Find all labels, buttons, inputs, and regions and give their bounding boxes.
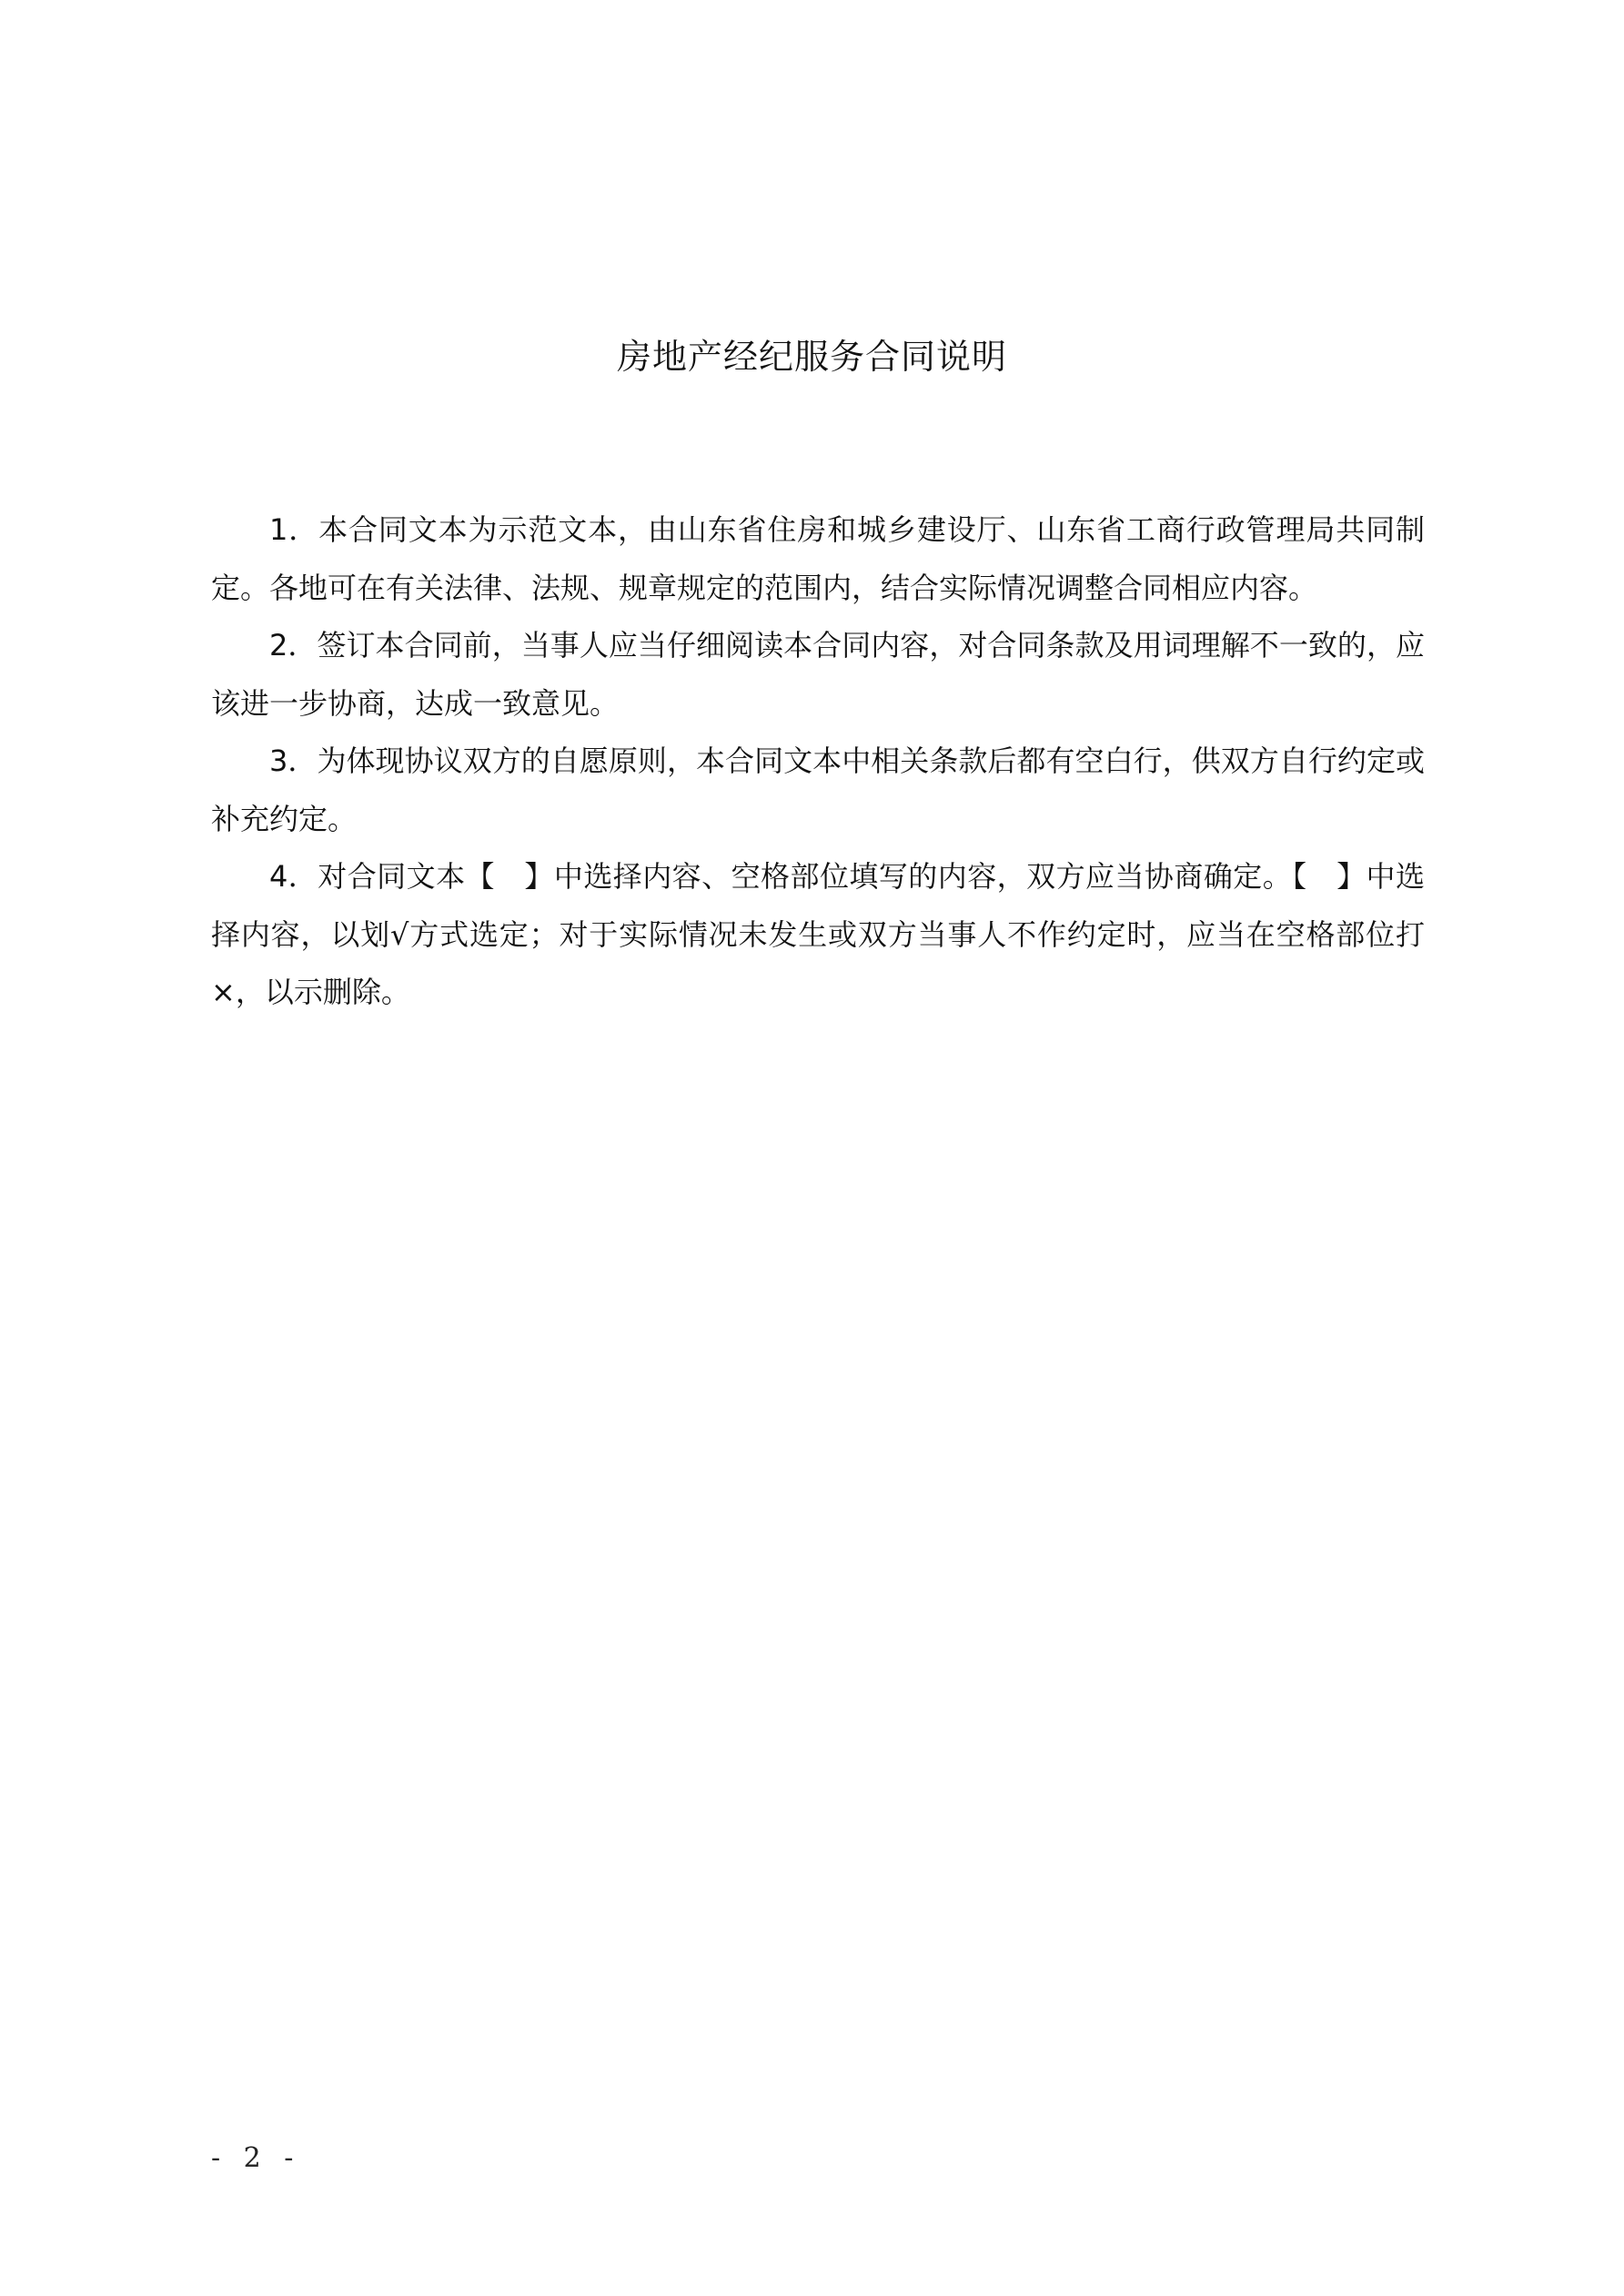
- page-title: 房地产经纪服务合同说明: [616, 337, 1007, 377]
- paragraph-1: 1．本合同文本为示范文本，由山东省住房和城乡建设厅、山东省工商行政管理局共同制定。各地可在有关法律、法规、规章规定的范围内，结合实际情况调整合同相应内容。: [211, 512, 1425, 605]
- document-body: [211, 501, 1425, 1022]
- paragraph-4: 4．对合同文本【 】中选择内容、空格部位填写的内容，双方应当协商确定。【 】中选择内容，以划√方式选定；对于实际情况未发生或双方当事人不作约定时，应当在空格部位打×，以示删除。: [211, 859, 1425, 1009]
- paragraph-2: 2．签订本合同前，当事人应当仔细阅读本合同内容，对合同条款及用词理解不一致的，应该进一步协商，达成一致意见。: [211, 628, 1425, 721]
- paragraph-3: 3．为体现协议双方的自愿原则，本合同文本中相关条款后都有空白行，供双方自行约定或补充约定。: [211, 743, 1425, 836]
- page-number: - 2 -: [211, 2142, 301, 2174]
